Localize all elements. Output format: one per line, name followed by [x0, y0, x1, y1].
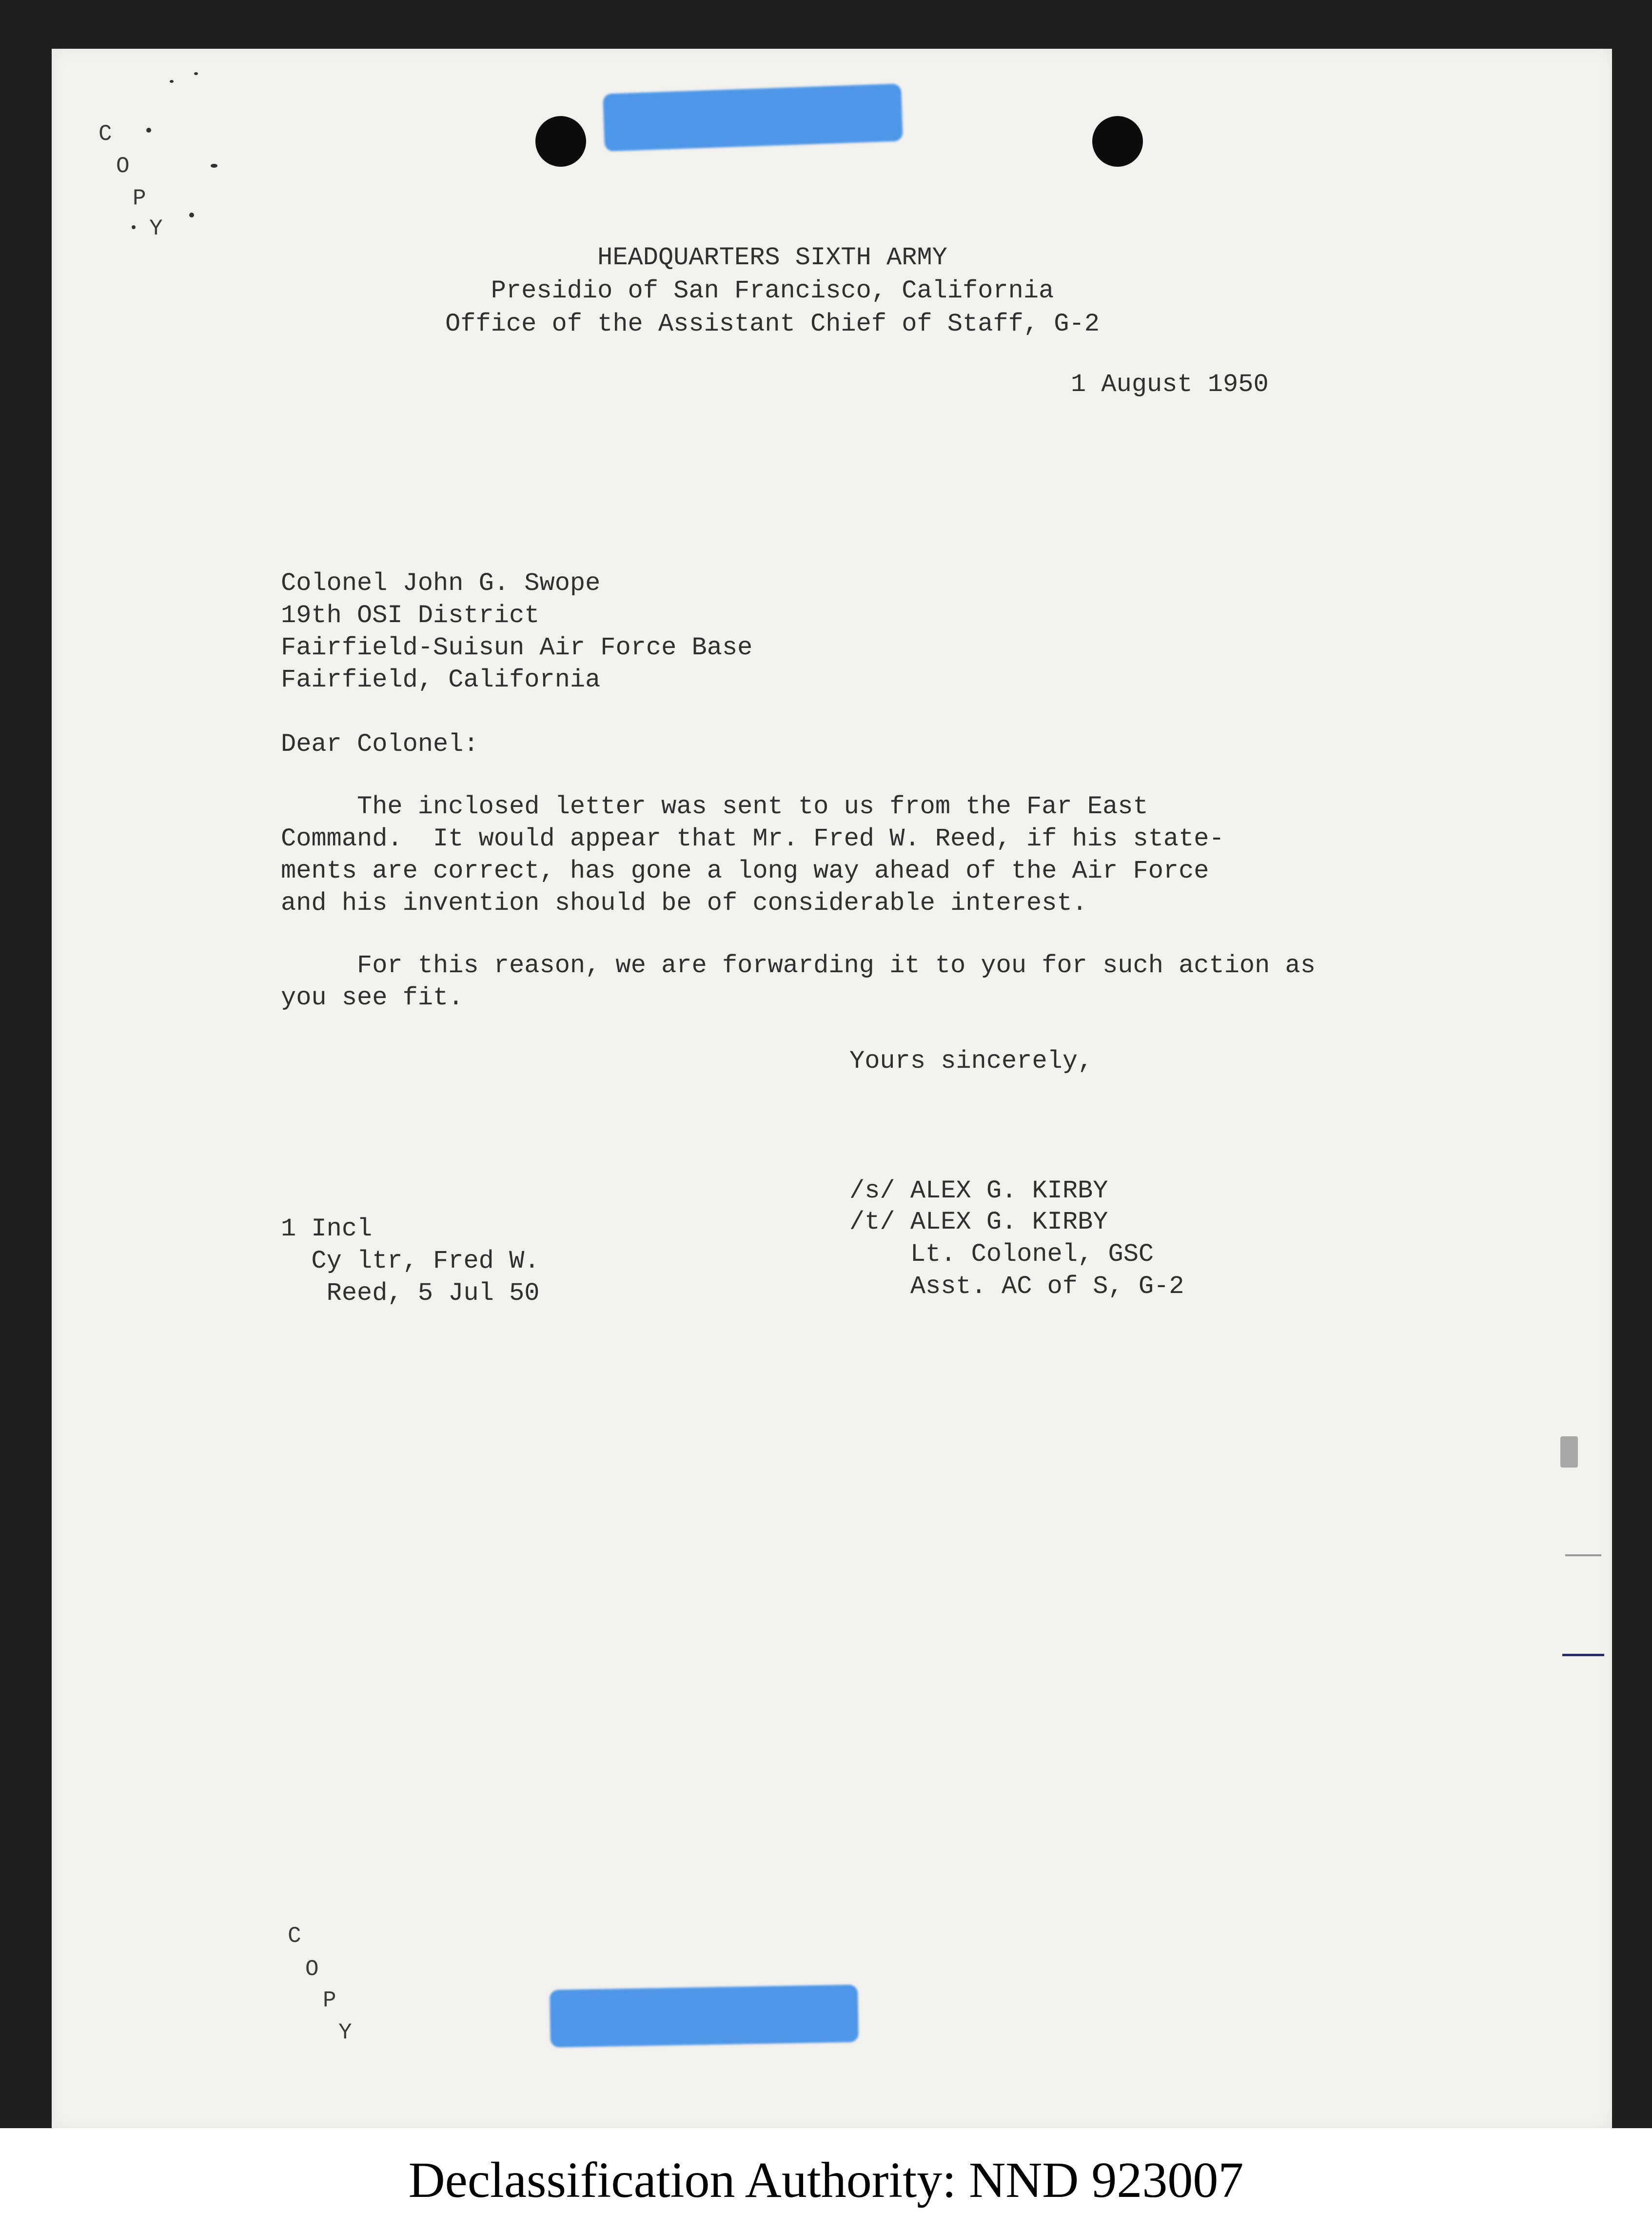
edge-mark	[1560, 1436, 1578, 1468]
signature-line: Asst. AC of S, G-2	[849, 1272, 1184, 1301]
copy-stamp-bottom-o: O	[305, 1957, 319, 1982]
address-line: Colonel John G. Swope	[281, 569, 601, 598]
enclosure-line: Cy ltr, Fred W.	[281, 1247, 540, 1275]
ink-speck	[189, 213, 194, 217]
document-page	[52, 49, 1612, 2128]
copy-stamp-bottom-p: P	[323, 1988, 336, 2013]
redaction-mark-top	[603, 83, 903, 151]
copy-stamp-top-p: P	[133, 186, 146, 211]
edge-mark	[1565, 1554, 1601, 1556]
address-line: Fairfield, California	[281, 666, 601, 694]
body-line: Command. It would appear that Mr. Fred W. Reed, if his state-	[281, 824, 1224, 853]
signature-line: /s/ ALEX G. KIRBY	[849, 1176, 1108, 1205]
copy-stamp-bottom-y: Y	[338, 2020, 352, 2045]
punch-hole-left	[535, 116, 586, 167]
ink-speck	[132, 225, 136, 229]
ink-speck	[211, 164, 217, 168]
letter-date: 1 August 1950	[1071, 370, 1269, 399]
letterhead-line-2: Presidio of San Francisco, California	[491, 276, 1054, 305]
body-line: ments are correct, has gone a long way ahead of the Air Force	[281, 857, 1209, 885]
copy-stamp-bottom-c: C	[288, 1923, 301, 1949]
address-line: Fairfield-Suisun Air Force Base	[281, 633, 753, 662]
body-line: The inclosed letter was sent to us from the Far East	[281, 792, 1148, 821]
copy-stamp-top-y: Y	[149, 216, 163, 241]
punch-hole-right	[1092, 116, 1143, 167]
address-line: 19th OSI District	[281, 601, 540, 630]
copy-stamp-top-o: O	[116, 154, 130, 179]
copy-stamp-top-c: C	[98, 121, 112, 147]
body-line: For this reason, we are forwarding it to you for such action as	[281, 951, 1316, 980]
signature-line: /t/ ALEX G. KIRBY	[849, 1208, 1108, 1236]
letterhead-line-1: HEADQUARTERS SIXTH ARMY	[597, 243, 947, 272]
ink-speck	[194, 72, 198, 75]
salutation: Dear Colonel:	[281, 730, 479, 759]
redaction-mark-bottom	[550, 1984, 859, 2047]
closing: Yours sincerely,	[849, 1047, 1093, 1076]
edge-mark	[1562, 1654, 1604, 1656]
letterhead-line-3: Office of the Assistant Chief of Staff, G-2	[445, 310, 1100, 338]
ink-speck	[146, 128, 151, 133]
declassification-footer: Declassification Authority: NND 923007	[0, 2128, 1652, 2232]
signature-line: Lt. Colonel, GSC	[849, 1240, 1154, 1269]
body-line: you see fit.	[281, 983, 464, 1012]
enclosure-line: 1 Incl	[281, 1214, 373, 1243]
enclosure-line: Reed, 5 Jul 50	[281, 1279, 540, 1308]
body-line: and his invention should be of considerable interest.	[281, 889, 1087, 918]
ink-speck	[170, 80, 174, 83]
